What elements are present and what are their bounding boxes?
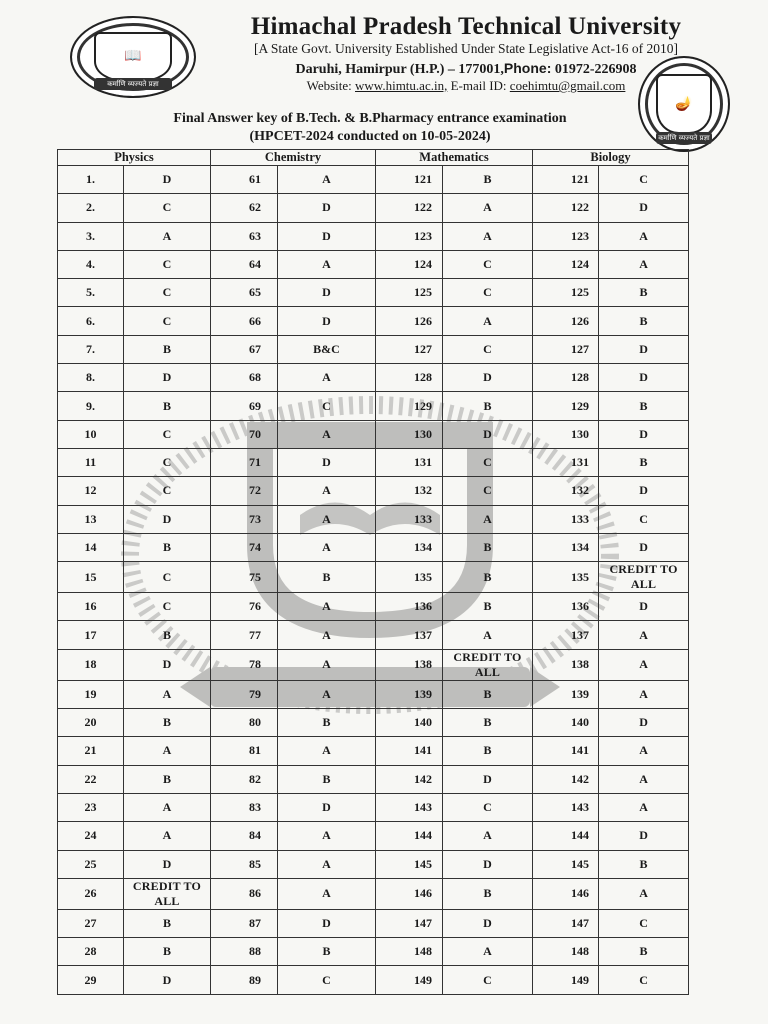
table-row [58,505,689,533]
physics-ans-cell: B [124,938,211,966]
mathematics-q-cell: 148 [376,938,443,966]
website-label: Website: [306,78,352,93]
phone-label: Phone: [503,60,552,76]
table-row [58,878,689,909]
lamp-emblem-icon: 🪔 [656,74,713,133]
physics-q-cell: 13 [58,505,124,533]
physics-q-cell: 26 [58,878,124,909]
table-row [58,420,689,448]
physics-ans-cell: B [124,909,211,937]
establishment-note: [A State Govt. University Established Under State Legislative Act-16 of 2010] [253,41,679,56]
physics-q-cell: 11 [58,448,124,476]
biology-ans-cell: A [599,250,689,278]
mathematics-q-cell: 121 [376,166,443,194]
biology-q-cell: 127 [533,335,599,363]
table-row [58,562,689,593]
mathematics-q-cell: 134 [376,533,443,561]
mathematics-q-cell: 140 [376,709,443,737]
physics-ans-cell: C [124,307,211,335]
chemistry-ans-cell: C [278,392,376,420]
chemistry-ans-cell: D [278,222,376,250]
biology-ans-cell: B [599,448,689,476]
biology-q-cell: 137 [533,621,599,649]
chemistry-q-cell: 77 [211,621,278,649]
chemistry-q-cell: 83 [211,793,278,821]
table-row [58,621,689,649]
mathematics-q-cell: 145 [376,850,443,878]
biology-q-cell: 128 [533,364,599,392]
chemistry-ans-cell: A [278,364,376,392]
chemistry-q-cell: 81 [211,737,278,765]
physics-q-cell: 3. [58,222,124,250]
address-text: Daruhi, Hamirpur (H.P.) – 177001, [295,62,504,77]
mathematics-ans-cell: C [443,279,533,307]
mathematics-ans-cell: C [443,477,533,505]
physics-ans-cell: B [124,335,211,363]
chemistry-ans-cell: D [278,448,376,476]
table-row [58,593,689,621]
physics-q-cell: 22 [58,765,124,793]
physics-ans-cell: A [124,737,211,765]
mathematics-q-cell: 126 [376,307,443,335]
chemistry-q-cell: 67 [211,335,278,363]
biology-ans-cell: A [599,737,689,765]
biology-ans-cell: D [599,822,689,850]
table-row [58,335,689,363]
physics-ans-cell: D [124,649,211,680]
mathematics-q-cell: 127 [376,335,443,363]
physics-q-cell: 4. [58,250,124,278]
physics-ans-cell: C [124,448,211,476]
chemistry-ans-cell: A [278,850,376,878]
physics-q-cell: 5. [58,279,124,307]
mathematics-q-cell: 137 [376,621,443,649]
physics-ans-cell: B [124,533,211,561]
physics-ans-cell: A [124,222,211,250]
chemistry-q-cell: 69 [211,392,278,420]
mathematics-ans-cell: A [443,307,533,335]
physics-ans-cell: C [124,420,211,448]
biology-q-cell: 138 [533,649,599,680]
mathematics-q-cell: 144 [376,822,443,850]
chemistry-ans-cell: A [278,166,376,194]
biology-q-cell: 140 [533,709,599,737]
biology-ans-cell: A [599,878,689,909]
biology-q-cell: 125 [533,279,599,307]
mathematics-q-cell: 122 [376,194,443,222]
header-biology: Biology [533,150,689,166]
physics-q-cell: 17 [58,621,124,649]
biology-ans-cell: D [599,709,689,737]
chemistry-ans-cell: A [278,737,376,765]
mathematics-ans-cell: C [443,966,533,994]
physics-q-cell: 14 [58,533,124,561]
physics-ans-cell: CREDIT TO ALL [124,878,211,909]
biology-q-cell: 135 [533,562,599,593]
physics-ans-cell: B [124,765,211,793]
table-row [58,765,689,793]
mathematics-ans-cell: B [443,562,533,593]
book-emblem-icon: 📖 [94,32,171,83]
physics-ans-cell: C [124,279,211,307]
email-link[interactable]: coehimtu@gmail.com [509,78,626,93]
mathematics-q-cell: 146 [376,878,443,909]
biology-q-cell: 148 [533,938,599,966]
biology-ans-cell: B [599,279,689,307]
mathematics-q-cell: 123 [376,222,443,250]
biology-ans-cell: D [599,420,689,448]
logo-motto-ribbon: कर्माणि व्यज्यते प्रज्ञा [94,78,172,90]
biology-ans-cell: D [599,477,689,505]
physics-q-cell: 8. [58,364,124,392]
table-row [58,793,689,821]
biology-ans-cell: C [599,505,689,533]
table-row [58,250,689,278]
physics-q-cell: 29 [58,966,124,994]
chemistry-ans-cell: A [278,533,376,561]
mathematics-ans-cell: A [443,505,533,533]
mathematics-ans-cell: D [443,420,533,448]
mathematics-ans-cell: A [443,621,533,649]
mathematics-q-cell: 125 [376,279,443,307]
table-row [58,709,689,737]
biology-ans-cell: D [599,533,689,561]
chemistry-q-cell: 82 [211,765,278,793]
chemistry-q-cell: 88 [211,938,278,966]
mathematics-q-cell: 143 [376,793,443,821]
biology-q-cell: 144 [533,822,599,850]
mathematics-ans-cell: B [443,680,533,708]
physics-ans-cell: C [124,250,211,278]
table-header-row [58,150,689,166]
chemistry-q-cell: 64 [211,250,278,278]
document-title: Final Answer key of B.Tech. & B.Pharmacy entrance examination [173,111,567,126]
biology-ans-cell: A [599,680,689,708]
biology-q-cell: 149 [533,966,599,994]
biology-ans-cell: B [599,307,689,335]
physics-ans-cell: D [124,166,211,194]
mathematics-ans-cell: B [443,593,533,621]
biology-q-cell: 141 [533,737,599,765]
table-row [58,909,689,937]
chemistry-ans-cell: C [278,966,376,994]
mathematics-q-cell: 131 [376,448,443,476]
table-row [58,448,689,476]
biology-q-cell: 124 [533,250,599,278]
chemistry-q-cell: 73 [211,505,278,533]
chemistry-ans-cell: A [278,649,376,680]
physics-q-cell: 10 [58,420,124,448]
mathematics-ans-cell: D [443,765,533,793]
chemistry-q-cell: 66 [211,307,278,335]
table-row [58,222,689,250]
chemistry-q-cell: 76 [211,593,278,621]
biology-ans-cell: B [599,392,689,420]
biology-q-cell: 131 [533,448,599,476]
physics-q-cell: 7. [58,335,124,363]
mathematics-q-cell: 135 [376,562,443,593]
physics-ans-cell: B [124,621,211,649]
chemistry-q-cell: 72 [211,477,278,505]
physics-q-cell: 18 [58,649,124,680]
header-chemistry: Chemistry [211,150,376,166]
physics-q-cell: 19 [58,680,124,708]
table-row [58,392,689,420]
table-row [58,966,689,994]
contact-line [196,78,736,94]
physics-q-cell: 2. [58,194,124,222]
physics-ans-cell: C [124,593,211,621]
biology-ans-cell: B [599,938,689,966]
physics-q-cell: 12 [58,477,124,505]
table-row [58,477,689,505]
chemistry-ans-cell: B [278,562,376,593]
chemistry-q-cell: 85 [211,850,278,878]
physics-q-cell: 9. [58,392,124,420]
biology-q-cell: 129 [533,392,599,420]
physics-ans-cell: C [124,194,211,222]
answer-rows [58,166,689,995]
chemistry-ans-cell: D [278,909,376,937]
mathematics-q-cell: 149 [376,966,443,994]
mathematics-ans-cell: B [443,392,533,420]
address-line [196,60,736,78]
physics-ans-cell: D [124,364,211,392]
university-name: Himachal Pradesh Technical University [250,13,682,40]
physics-q-cell: 27 [58,909,124,937]
table-row [58,680,689,708]
table-row [58,850,689,878]
phone-number: 01972-226908 [554,62,637,77]
chemistry-q-cell: 62 [211,194,278,222]
physics-q-cell: 28 [58,938,124,966]
chemistry-ans-cell: A [278,593,376,621]
email-label: E-mail ID: [450,78,507,93]
physics-q-cell: 20 [58,709,124,737]
mathematics-ans-cell: C [443,448,533,476]
mathematics-q-cell: 133 [376,505,443,533]
mathematics-q-cell: 132 [376,477,443,505]
biology-q-cell: 146 [533,878,599,909]
biology-q-cell: 139 [533,680,599,708]
mathematics-q-cell: 128 [376,364,443,392]
biology-ans-cell: A [599,765,689,793]
chemistry-q-cell: 71 [211,448,278,476]
mathematics-q-cell: 141 [376,737,443,765]
biology-ans-cell: A [599,621,689,649]
chemistry-ans-cell: B&C [278,335,376,363]
physics-ans-cell: B [124,709,211,737]
mathematics-ans-cell: B [443,878,533,909]
mathematics-ans-cell: B [443,166,533,194]
mathematics-ans-cell: A [443,938,533,966]
physics-q-cell: 24 [58,822,124,850]
mathematics-q-cell: 142 [376,765,443,793]
chemistry-q-cell: 89 [211,966,278,994]
chemistry-ans-cell: A [278,250,376,278]
university-logo-left [70,16,196,98]
biology-q-cell: 132 [533,477,599,505]
chemistry-ans-cell: A [278,680,376,708]
biology-ans-cell: A [599,649,689,680]
table-row [58,737,689,765]
biology-ans-cell: C [599,966,689,994]
chemistry-ans-cell: D [278,793,376,821]
chemistry-q-cell: 87 [211,909,278,937]
mathematics-q-cell: 124 [376,250,443,278]
table-row [58,194,689,222]
physics-q-cell: 23 [58,793,124,821]
biology-q-cell: 123 [533,222,599,250]
mathematics-ans-cell: B [443,737,533,765]
chemistry-ans-cell: A [278,420,376,448]
physics-q-cell: 1. [58,166,124,194]
physics-ans-cell: D [124,850,211,878]
physics-q-cell: 6. [58,307,124,335]
biology-q-cell: 134 [533,533,599,561]
physics-ans-cell: C [124,562,211,593]
chemistry-q-cell: 86 [211,878,278,909]
biology-q-cell: 121 [533,166,599,194]
physics-q-cell: 16 [58,593,124,621]
chemistry-ans-cell: A [278,822,376,850]
table-row [58,279,689,307]
physics-ans-cell: A [124,822,211,850]
mathematics-ans-cell: C [443,793,533,821]
mathematics-ans-cell: C [443,250,533,278]
header-mathematics: Mathematics [376,150,533,166]
website-link[interactable]: www.himtu.ac.in, [355,78,448,93]
chemistry-ans-cell: A [278,621,376,649]
chemistry-q-cell: 84 [211,822,278,850]
mathematics-ans-cell: A [443,822,533,850]
biology-q-cell: 130 [533,420,599,448]
table-row [58,533,689,561]
biology-ans-cell: D [599,335,689,363]
mathematics-q-cell: 136 [376,593,443,621]
table-row [58,822,689,850]
mathematics-ans-cell: CREDIT TO ALL [443,649,533,680]
chemistry-ans-cell: B [278,938,376,966]
mathematics-ans-cell: C [443,335,533,363]
chemistry-ans-cell: D [278,279,376,307]
biology-q-cell: 143 [533,793,599,821]
biology-ans-cell: CREDIT TO ALL [599,562,689,593]
table-row [58,166,689,194]
physics-q-cell: 21 [58,737,124,765]
chemistry-q-cell: 65 [211,279,278,307]
mathematics-ans-cell: D [443,909,533,937]
mathematics-q-cell: 138 [376,649,443,680]
biology-ans-cell: A [599,222,689,250]
biology-ans-cell: D [599,593,689,621]
biology-ans-cell: A [599,793,689,821]
biology-q-cell: 133 [533,505,599,533]
biology-q-cell: 142 [533,765,599,793]
mathematics-ans-cell: B [443,709,533,737]
seal-motto-ribbon: कर्माणि व्यज्यते प्रज्ञा [656,132,712,144]
chemistry-ans-cell: A [278,505,376,533]
chemistry-ans-cell: D [278,307,376,335]
mathematics-q-cell: 147 [376,909,443,937]
physics-ans-cell: A [124,793,211,821]
chemistry-ans-cell: B [278,765,376,793]
mathematics-ans-cell: B [443,533,533,561]
table-row [58,307,689,335]
chemistry-ans-cell: B [278,709,376,737]
biology-q-cell: 136 [533,593,599,621]
biology-q-cell: 147 [533,909,599,937]
physics-ans-cell: C [124,477,211,505]
answer-key-table [57,149,689,995]
physics-ans-cell: B [124,392,211,420]
table-row [58,364,689,392]
biology-ans-cell: C [599,166,689,194]
header-physics: Physics [58,150,211,166]
chemistry-ans-cell: A [278,477,376,505]
mathematics-ans-cell: D [443,850,533,878]
mathematics-q-cell: 139 [376,680,443,708]
biology-ans-cell: C [599,909,689,937]
mathematics-ans-cell: A [443,194,533,222]
chemistry-q-cell: 75 [211,562,278,593]
chemistry-ans-cell: D [278,194,376,222]
chemistry-q-cell: 68 [211,364,278,392]
table-row [58,938,689,966]
mathematics-q-cell: 130 [376,420,443,448]
chemistry-q-cell: 74 [211,533,278,561]
mathematics-q-cell: 129 [376,392,443,420]
chemistry-q-cell: 80 [211,709,278,737]
biology-q-cell: 126 [533,307,599,335]
chemistry-q-cell: 70 [211,420,278,448]
physics-ans-cell: A [124,680,211,708]
chemistry-q-cell: 61 [211,166,278,194]
biology-ans-cell: B [599,850,689,878]
biology-q-cell: 145 [533,850,599,878]
mathematics-ans-cell: D [443,364,533,392]
physics-ans-cell: D [124,966,211,994]
chemistry-q-cell: 63 [211,222,278,250]
document-subtitle: (HPCET-2024 conducted on 10-05-2024) [249,129,491,144]
chemistry-q-cell: 79 [211,680,278,708]
chemistry-q-cell: 78 [211,649,278,680]
biology-ans-cell: D [599,194,689,222]
mathematics-ans-cell: A [443,222,533,250]
physics-ans-cell: D [124,505,211,533]
physics-q-cell: 15 [58,562,124,593]
table-row [58,649,689,680]
biology-ans-cell: D [599,364,689,392]
biology-q-cell: 122 [533,194,599,222]
chemistry-ans-cell: A [278,878,376,909]
physics-q-cell: 25 [58,850,124,878]
